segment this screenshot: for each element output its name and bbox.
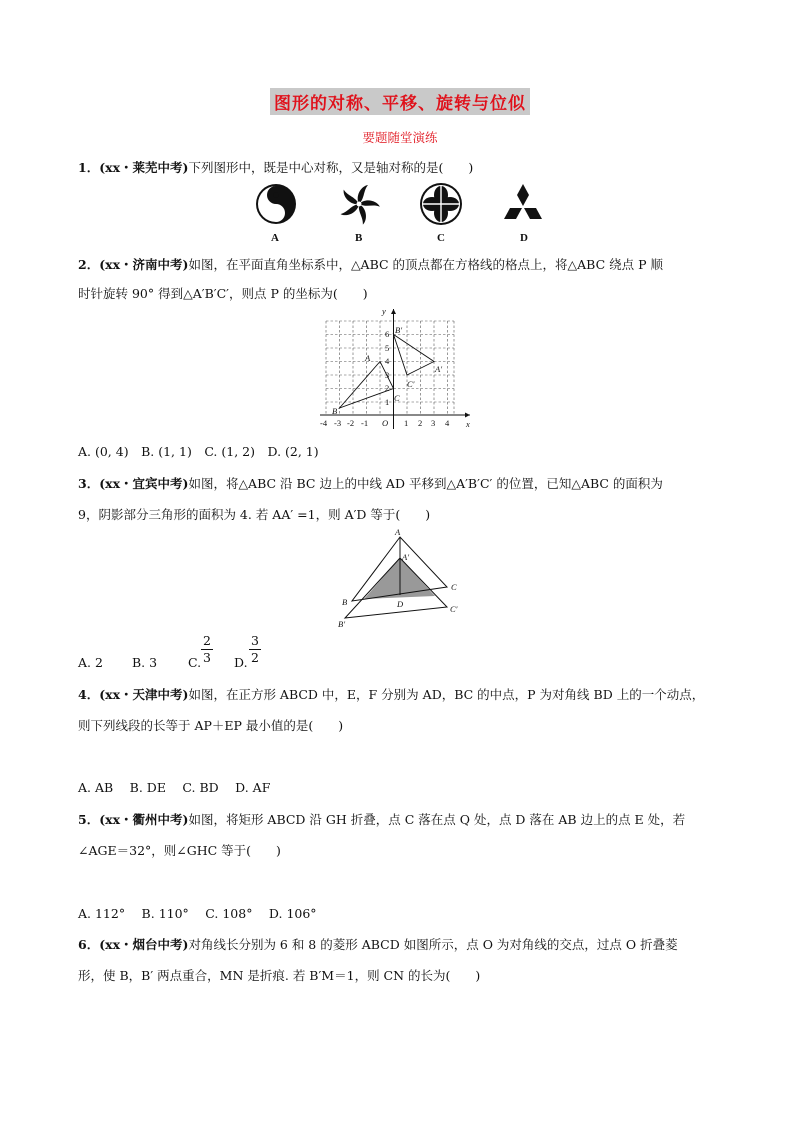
page-subtitle: 要题随堂演练 — [362, 130, 438, 145]
title-wrap — [0, 88, 800, 115]
point-b1-label: B′ — [395, 325, 403, 335]
q2-answers: A. (0, 4) B. (1, 1) C. (1, 2) D. (2, 1) — [78, 444, 319, 459]
y-tick-1: 1 — [385, 397, 390, 407]
q2-text-1: 如图，在平面直角坐标系中，△ABC 的顶点都在方格线的格点上，将△ABC 绕点 P 顺 — [188, 257, 663, 272]
q6-text-1: 对角线长分别为 6 和 8 的菱形 ABCD 如图所示，点 O 为对角线的交点，过点 O 折叠菱 — [188, 937, 678, 952]
y-axis-label: y — [382, 306, 386, 316]
q3-answer-c-numerator: 2 — [203, 633, 211, 648]
x-tick-neg3: -3 — [334, 418, 342, 428]
four-petal-figure — [420, 183, 462, 225]
x-tick-origin: O — [382, 418, 389, 428]
q2-source: (xx・济南中考) — [99, 257, 189, 272]
q4-source: (xx・天津中考) — [99, 687, 189, 702]
q1-option-a: A — [271, 232, 279, 244]
pinwheel-figure — [341, 185, 380, 225]
x-tick-neg4: -4 — [320, 418, 328, 428]
y-tick-5: 5 — [385, 343, 390, 353]
q4-line2: 则下列线段的长等于 AP＋EP 最小值的是( ) — [78, 718, 344, 733]
q5-line1 — [78, 810, 685, 828]
q3-number: 3． — [78, 476, 100, 491]
x-tick-1: 1 — [404, 418, 409, 428]
q1-source: (xx・莱芜中考) — [99, 160, 189, 175]
q2-line1 — [78, 255, 663, 273]
q5-source: (xx・衢州中考) — [99, 812, 189, 827]
x-axis-label: x — [466, 419, 470, 429]
q6-line1 — [78, 935, 678, 953]
q3-point-a1: A′ — [402, 552, 410, 562]
y-tick-4: 4 — [385, 356, 390, 366]
y-tick-3: 3 — [385, 370, 390, 380]
q1-option-b: B — [355, 232, 363, 244]
x-tick-neg2: -2 — [347, 418, 355, 428]
point-a1-label: A′ — [435, 364, 443, 374]
q3-point-a: A — [395, 527, 401, 537]
q3-answer-c: C. — [188, 655, 202, 670]
q3-point-c1: C′ — [450, 604, 458, 614]
q3-line2: 9，阴影部分三角形的面积为 4. 若 AA′ =1，则 A′D 等于( ) — [78, 507, 431, 522]
q3-point-d: D — [397, 599, 404, 609]
point-c1-label: C′ — [407, 379, 415, 389]
q3-point-c: C — [451, 582, 457, 592]
q3-answer-d: D. — [234, 655, 248, 670]
q1-line — [78, 158, 473, 176]
q2-number: 2． — [78, 257, 100, 272]
q3-answer-c-fraction — [201, 634, 213, 665]
q1-option-c: C — [437, 232, 445, 244]
q3-point-b1: B′ — [338, 619, 346, 629]
q3-answer-a: A. 2 — [78, 655, 103, 670]
q3-answer-d-denominator: 2 — [251, 650, 259, 665]
point-b-label: B — [332, 406, 338, 416]
three-diamonds-figure — [504, 184, 542, 219]
point-c-label: C — [394, 393, 400, 403]
q2-coordinate-figure — [318, 305, 488, 435]
y-tick-6: 6 — [385, 329, 390, 339]
q1-option-d: D — [520, 232, 528, 244]
point-a-label: A — [365, 353, 371, 363]
q5-line2: ∠AGE＝32°，则∠GHC 等于( ) — [78, 843, 281, 858]
q3-line1 — [78, 474, 663, 492]
yin-yang-figure — [256, 184, 296, 224]
x-tick-4: 4 — [445, 418, 450, 428]
q6-source: (xx・烟台中考) — [99, 937, 189, 952]
q5-text-1: 如图，将矩形 ABCD 沿 GH 折叠，点 C 落在点 Q 处，点 D 落在 AB 边上的点 E 处，若 — [188, 812, 686, 827]
q4-number: 4． — [78, 687, 100, 702]
q5-number: 5． — [78, 812, 100, 827]
q4-answers: A. AB B. DE C. BD D. AF — [78, 780, 271, 795]
y-tick-2: 2 — [385, 383, 390, 393]
q3-answer-d-fraction — [249, 634, 261, 665]
q3-source: (xx・宜宾中考) — [99, 476, 189, 491]
x-tick-neg1: -1 — [361, 418, 369, 428]
page-title: 图形的对称、平移、旋转与位似 — [270, 88, 530, 115]
q3-answer-c-denominator: 3 — [203, 650, 211, 665]
q1-figures — [254, 182, 544, 230]
q4-text-1: 如图，在正方形 ABCD 中，E，F 分别为 AD，BC 的中点，P 为对角线 BD 上的一个动点， — [188, 687, 705, 702]
q3-triangle-figure — [335, 527, 465, 633]
q1-number: 1． — [78, 160, 100, 175]
x-tick-3: 3 — [431, 418, 436, 428]
q3-point-b: B — [342, 597, 348, 607]
q5-answers: A. 112° B. 110° C. 108° D. 106° — [78, 906, 317, 921]
q4-line1 — [78, 685, 704, 703]
q1-text: 下列图形中，既是中心对称，又是轴对称的是( ) — [188, 160, 474, 175]
x-tick-2: 2 — [418, 418, 423, 428]
q3-answer-d-numerator: 3 — [251, 633, 259, 648]
q2-line2: 时针旋转 90° 得到△A′B′C′，则点 P 的坐标为( ) — [78, 286, 368, 301]
q6-line2: 形，使 B，B′ 两点重合，MN 是折痕. 若 B′M＝1，则 CN 的长为( ) — [78, 968, 481, 983]
q6-number: 6． — [78, 937, 100, 952]
q3-text-1: 如图，将△ABC 沿 BC 边上的中线 AD 平移到△A′B′C′ 的位置，已知△ABC 的面积为 — [188, 476, 663, 491]
q3-answer-b: B. 3 — [132, 655, 158, 670]
